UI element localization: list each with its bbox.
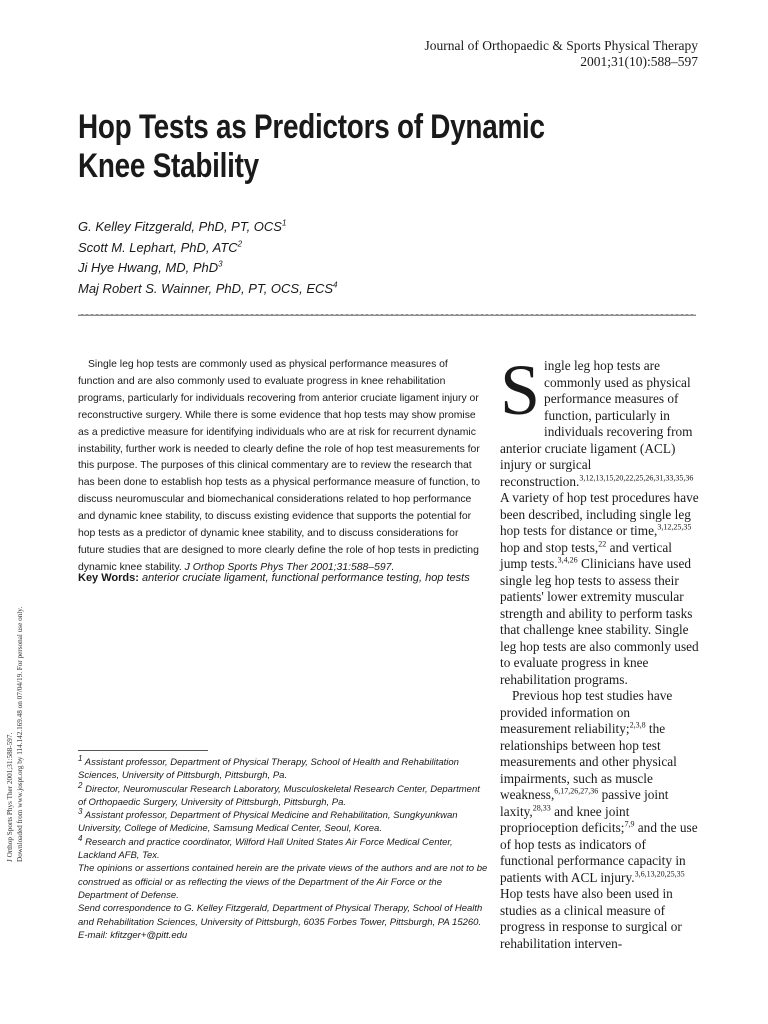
journal-header: [425, 38, 698, 70]
footnotes: [78, 753, 490, 942]
author-mark: 2: [237, 239, 243, 249]
author-line: [78, 217, 338, 238]
download-notice: [6, 607, 25, 862]
body-text: and knee joint proprioception deficits;: [500, 803, 630, 835]
author-list: [78, 217, 338, 299]
body-text: Previous hop test studies have provided information on measurement reliability;: [500, 688, 673, 736]
body-text: the relationships between hop test measurements and other physical impairments, such as muscle weakness,: [500, 721, 677, 802]
reference-marks: 3,4,26: [557, 555, 578, 565]
keywords: [78, 570, 482, 586]
body-text: A variety of hop test procedures have been described, including single leg hop tests for distance or time,: [500, 490, 699, 538]
footnote-text: Assistant professor, Department of Physical Medicine and Rehabilitation, Sungkyunkwan University, College of Medicine, Samsung Medical Center, Seoul, Korea.: [78, 810, 458, 835]
author-name: G. Kelley Fitzgerald, PhD, PT, OCS: [78, 219, 282, 234]
author-name: Scott M. Lephart, PhD, ATC: [78, 239, 238, 255]
title-divider: [78, 314, 696, 316]
keywords-text: anterior cruciate ligament, functional performance testing, hop tests: [141, 572, 470, 584]
correspondence: Send correspondence to G. Kelley Fitzgerald, Department of Physical Therapy, School of Health and Rehabilitation Sciences, University of Pittsburgh, 6035 Forbes Tower, Pittsburgh, PA 15260. E-mail: kfitzger+@pitt.edu: [78, 903, 483, 941]
abstract: [78, 357, 482, 577]
body-text: and the use of hop tests as indicators of functional performance capacity in patients with ACL injury.: [500, 820, 698, 885]
reference-marks: 3,12,25,35: [657, 522, 692, 532]
author-name: Maj Robert S. Wainner, PhD, PT, OCS, ECS: [78, 280, 334, 296]
keywords-label: Key Words:: [78, 572, 139, 584]
footnote-text: Director, Neuromuscular Research Laboratory, Musculoskeletal Research Center, Department of Orthopaedic Surgery, University of Pittsburgh, Pittsburgh, Pa.: [78, 783, 480, 808]
author-line: [78, 238, 338, 259]
body-text: and vertical jump tests.: [500, 539, 672, 571]
footnote: [78, 753, 490, 783]
abstract-text: Single leg hop tests are commonly used as physical performance measures of function and are also commonly used to evaluate progress in knee rehabilitation programs, particularly for individuals recovering from anterior cruciate ligament injury or reconstructive surgery. While there is some evidence that hop tests may show promise as a predictive measure for identifying individuals who are at risk for recurrent dynamic instability, further work is needed to clearly define the role of hop test measurements for this purpose. The purposes of this clinical commentary are to review the research that has been done to establish hop tests as a physical performance measure of function, to discuss neuromuscular and biomechanical considerations related to hop performance and dynamic knee stability, to discuss existing evidence that supports the potential for hop tests as a predictor of dynamic knee stability, and to discuss considerations for future studies that are designed to more clearly define the role of hop tests in predicting dynamic knee stability.: [78, 359, 481, 573]
author-mark: 1: [281, 218, 287, 228]
author-line: [78, 258, 338, 279]
drop-cap: S: [500, 350, 541, 430]
body-text: passive joint laxity,: [500, 787, 669, 819]
author-line: [78, 279, 338, 300]
journal-name: Journal of Orthopaedic & Sports Physical Therapy: [424, 38, 698, 53]
body-text: hop and stop tests,: [500, 539, 599, 555]
author-mark: 3: [218, 259, 223, 269]
author-name: Ji Hye Hwang, MD, PhD: [78, 260, 219, 275]
footnote-mark: 3: [78, 807, 83, 817]
sidebar-citation: J Orthop Sports Phys Ther 2001;31:588-597.: [6, 732, 14, 862]
body-paragraph-1: [500, 350, 700, 688]
body-text: ingle leg hop tests are commonly used as physical performance measures of function, particularly in individuals recovering from anterior cruciate ligament (ACL) injury or surgical reconstruction.: [500, 358, 693, 489]
footnote-mark: 4: [78, 833, 83, 843]
abstract-citation: J Orthop Sports Phys Ther 2001;31:588–597.: [184, 561, 395, 573]
reference-marks: 22: [598, 539, 607, 549]
disclaimer: The opinions or assertions contained herein are the private views of the authors and are not to be construed as official or as reflecting the views of the Department of the Air Force or the Department of Defense.: [78, 863, 488, 901]
reference-marks: 28,33: [532, 803, 551, 813]
journal-citation: 2001;31(10):588–597: [580, 54, 698, 69]
reference-marks: 3,6,13,20,25,35: [634, 869, 685, 879]
body-text: Clinicians have used single leg hop tests to assess their patients' lower extremity muscular strength and ability to perform tasks that challenge knee stability. Single leg hop tests are also commonly used to evaluate progress in knee rehabilitation programs.: [500, 556, 699, 687]
footnote-text: Assistant professor, Department of Physical Therapy, School of Health and Rehabilitation Sciences, University of Pittsburgh, Pittsburgh, Pa.: [78, 757, 459, 782]
article-title: Hop Tests as Predictors of Dynamic Knee Stability: [78, 108, 545, 185]
reference-marks: 7,9: [624, 819, 635, 829]
body-paragraph-2: [500, 688, 700, 952]
reference-marks: 6,17,26,27,36: [554, 786, 599, 796]
footnote-text: Research and practice coordinator, Wilford Hall United States Air Force Medical Center, Lackland AFB, Tex.: [78, 836, 453, 862]
reference-marks: 3,12,13,15,20,22,25,26,31,33,35,36: [579, 473, 694, 483]
body-column: [500, 350, 700, 952]
footnote-mark: 2: [78, 780, 83, 790]
footnote-mark: 1: [78, 753, 83, 763]
reference-marks: 2,3,8: [629, 720, 646, 730]
footnote-divider: [78, 750, 208, 751]
footnote: [78, 809, 490, 836]
body-text: Hop tests have also been used in studies as a clinical measure of progress in response to surgical or rehabilitation interven-: [500, 886, 682, 951]
footnote: [78, 780, 490, 810]
author-mark: 4: [333, 280, 338, 290]
footnote: [78, 833, 490, 863]
sidebar-download: Downloaded from www.jospt.org by 114.142.169.48 on 07/04/19. For personal use only.: [15, 606, 24, 862]
